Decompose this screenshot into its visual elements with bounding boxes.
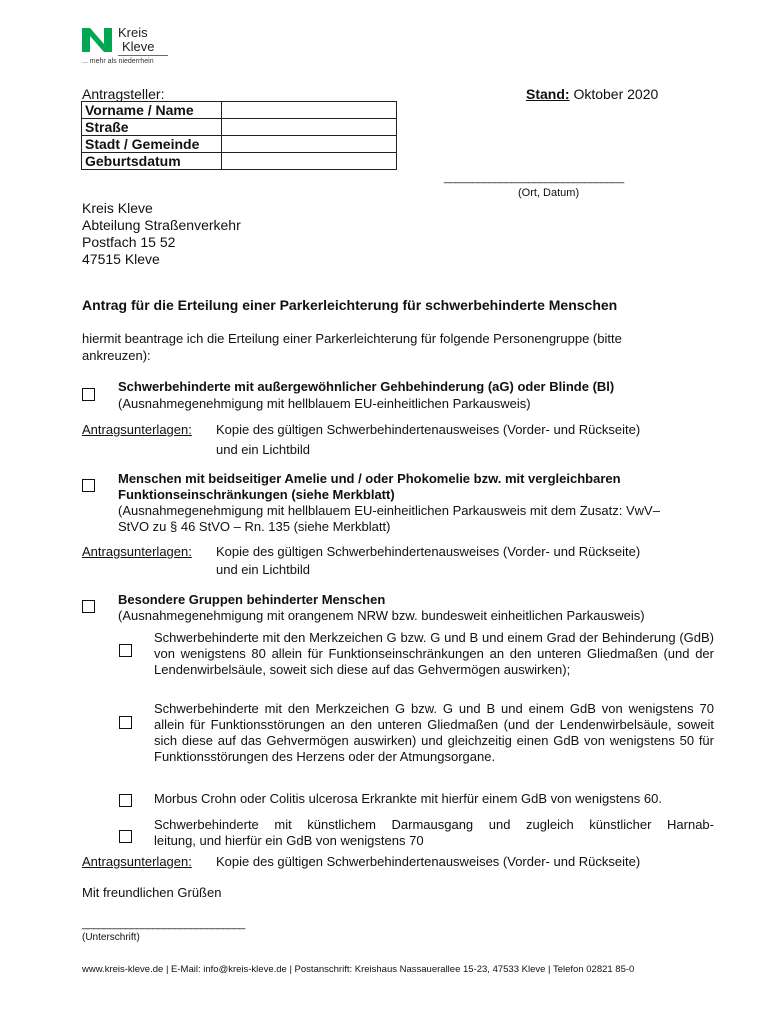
address-line: 47515 Kleve [82,251,160,267]
birthdate-field[interactable] [222,153,397,170]
section3-subtext: (Ausnahmegenehmigung mit orangenem NRW bzw. bundesweit einheitlichen Parkausweis) [118,608,645,623]
recipient-address [82,200,241,268]
section2-subtext-line1: (Ausnahmegenehmigung mit hellblauem EU-einheitlichen Parkausweis mit dem Zusatz: VwV– [118,503,660,518]
checkbox-option-gdb70[interactable] [119,716,132,729]
logo-tagline: ... mehr als niederrhein [82,58,154,65]
checkbox-option-darmausgang[interactable] [119,830,132,843]
section3-heading: Besondere Gruppen behinderter Menschen [118,592,386,607]
page-footer: www.kreis-kleve.de | E-Mail: info@kreis-kleve.de | Postanschrift: Kreishaus Nassauerallee 15-23, 47533 Kleve | Telefon 02821 85-0 [82,964,635,975]
section2-subtext-line2: StVO zu § 46 StVO – Rn. 135 (siehe Merkblatt) [118,519,391,534]
section2-docs-label: Antragsunterlagen: [82,544,192,559]
field-label-name: Vorname / Name [82,102,222,119]
section2-docs-line1: Kopie des gültigen Schwerbehindertenausweises (Vorder- und Rückseite) [216,544,641,559]
section2-heading-line1: Menschen mit beidseitiger Amelie und / oder Phokomelie bzw. mit vergleichbaren [118,471,621,486]
checkbox-option-gdb80[interactable] [119,644,132,657]
logo-word-kleve: Kleve [122,39,155,54]
field-label-birthdate: Geburtsdatum [82,153,222,170]
section1-heading: Schwerbehinderte mit außergewöhnlicher Gehbehinderung (aG) oder Blinde (Bl) [118,379,615,394]
address-line: Kreis Kleve [82,200,153,216]
signature-line[interactable]: ______________________________ [82,918,245,930]
checkbox-ag-blind[interactable] [82,388,95,401]
table-row [82,136,397,153]
section1-docs-line2: und ein Lichtbild [216,442,310,457]
signature-label: (Unterschrift) [82,932,140,943]
address-line: Abteilung Straßenverkehr [82,217,241,233]
street-field[interactable] [222,119,397,136]
kreis-kleve-logo [80,24,180,68]
section1-docs-line1: Kopie des gültigen Schwerbehindertenausweises (Vorder- und Rückseite) [216,422,641,437]
checkbox-option-crohn-colitis[interactable] [119,794,132,807]
section1-docs-label: Antragsunterlagen: [82,422,192,437]
option-darmausgang-line2: leitung, und hierfür ein GdB von wenigstens 70 [154,833,424,848]
stand-label: Stand: [526,86,570,102]
section3-docs-label: Antragsunterlagen: [82,854,192,869]
section1-subtext: (Ausnahmegenehmigung mit hellblauem EU-einheitlichen Parkausweis) [118,396,531,411]
city-field[interactable] [222,136,397,153]
stand-date [526,86,658,102]
applicant-label: Antragsteller: [82,86,165,102]
ort-datum-line[interactable]: ________________________________ [444,172,624,184]
option-darmausgang-line1: Schwerbehinderte mit künstlichem Darmausgang und zugleich künstlicher Harnab- [154,817,714,832]
table-row [82,102,397,119]
logo-underline [118,55,168,56]
name-field[interactable] [222,102,397,119]
option-crohn-colitis-text: Morbus Crohn oder Colitis ulcerosa Erkrankte mit hierfür einem GdB von wenigstens 60. [154,791,662,806]
checkbox-besondere-gruppen[interactable] [82,600,95,613]
option-gdb80-text: Schwerbehinderte mit den Merkzeichen G bzw. G und B und einem Grad der Behinderung (GdB) von wenigstens 80 allein für Funktionseinschränkungen an den unteren Gliedmaßen (und der Lendenwirbelsäule, soweit sich diese auf das Gehvermögen auswirken); [154,630,714,677]
ort-datum-label: (Ort, Datum) [518,187,580,199]
option-gdb70-text: Schwerbehinderte mit den Merkzeichen G bzw. G und B und einem GdB von wenigstens 70 allein für Funktionsstörungen an den unteren Gliedmaßen (und der Lendenwirbelsäule, soweit sich diese auf das Gehvermögen auswirken) und gleichzeitig einen GdB von wenigstens 50 für Funktionsstörungen des Herzens oder der Atmungsorgane. [154,701,714,764]
applicant-table [81,101,397,170]
section3-docs-line1: Kopie des gültigen Schwerbehindertenausweises (Vorder- und Rückseite) [216,854,641,869]
table-row [82,119,397,136]
closing-greeting: Mit freundlichen Grüßen [82,885,222,900]
stand-value: Oktober 2020 [573,86,659,102]
field-label-city: Stadt / Gemeinde [82,136,222,153]
address-line: Postfach 15 52 [82,234,176,250]
checkbox-amelie-phokomelie[interactable] [82,479,95,492]
section2-docs-line2: und ein Lichtbild [216,562,310,577]
section2-heading-line2: Funktionseinschränkungen (siehe Merkblatt) [118,487,395,502]
table-row [82,153,397,170]
intro-text: hiermit beantrage ich die Erteilung einer Parkerleichterung für folgende Personengruppe (bitte ankreuzen): [82,331,622,363]
logo-mark-icon [80,24,114,54]
field-label-street: Straße [82,119,222,136]
logo-word-kreis: Kreis [118,25,148,40]
page-title: Antrag für die Erteilung einer Parkerleichterung für schwerbehinderte Menschen [82,297,618,313]
